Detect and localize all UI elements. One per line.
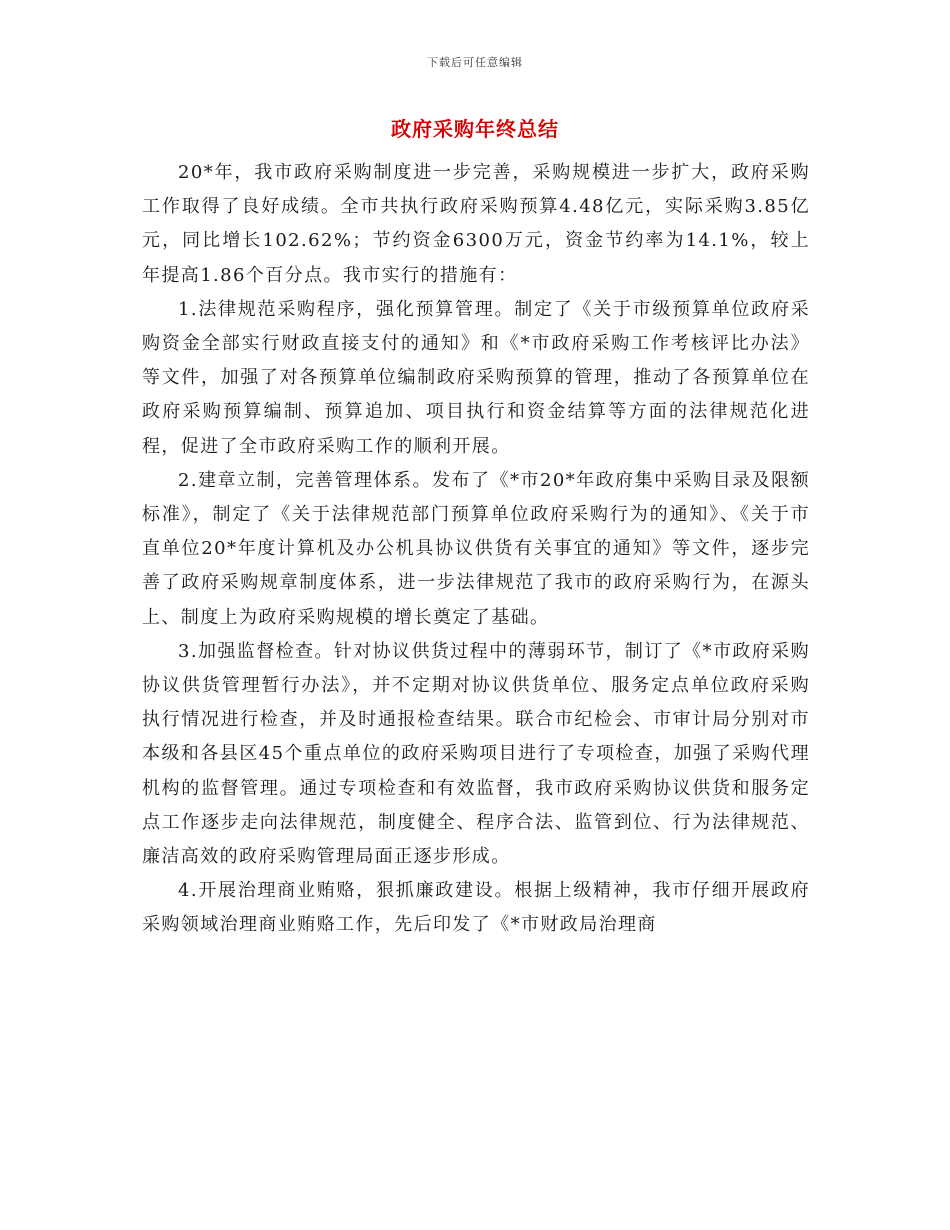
paragraph-measure-4: 4.开展治理商业贿赂，狠抓廉政建设。根据上级精神，我市仔细开展政府采购领域治理商业贿赂工作，先后印发了《*市财政局治理商: [142, 880, 810, 936]
paragraph-measure-3: 3.加强监督检查。针对协议供货过程中的薄弱环节，制订了《*市政府采购协议供货管理暂行办法》，并不定期对协议供货单位、服务定点单位政府采购执行情况进行检查，并及时通报检查结果。联合市纪检会、市审计局分别对市本级和各县区45个重点单位的政府采购项目进行了专项检查，加强了采购代理机构的监督管理。通过专项检查和有效监督，我市政府采购协议供货和服务定点工作逐步走向法律规范，制度健全、程序合法、监管到位、行为法律规范、廉洁高效的政府采购管理局面正逐步形成。: [142, 640, 810, 868]
paragraph-measure-1: 1.法律规范采购程序，强化预算管理。制定了《关于市级预算单位政府采购资金全部实行财政直接支付的通知》和《*市政府采购工作考核评比办法》等文件，加强了对各预算单位编制政府采购预算的管理，推动了各预算单位在政府采购预算编制、预算追加、项目执行和资金结算等方面的法律规范化进程，促进了全市政府采购工作的顺利开展。: [142, 298, 810, 457]
document-title: 政府采购年终总结: [391, 117, 559, 141]
header-note: 下载后可任意编辑: [427, 56, 523, 69]
document-body: [142, 156, 810, 943]
paragraph-measure-2: 2.建章立制，完善管理体系。发布了《*市20*年政府集中采购目录及限额标准》，制定了《关于法律规范部门预算单位政府采购行为的通知》、《关于市直单位20*年度计算机及办公机具协议供货有关事宜的通知》等文件，逐步完善了政府采购规章制度体系，进一步法律规范了我市的政府采购行为，在源头上、制度上为政府采购规模的增长奠定了基础。: [142, 469, 810, 628]
paragraph-intro: 20*年，我市政府采购制度进一步完善，采购规模进一步扩大，政府采购工作取得了良好成绩。全市共执行政府采购预算4.48亿元，实际采购3.85亿元，同比增长102.62%；节约资金6300万元，资金节约率为14.1%，较上年提高1.86个百分点。我市实行的措施有：: [142, 162, 810, 286]
